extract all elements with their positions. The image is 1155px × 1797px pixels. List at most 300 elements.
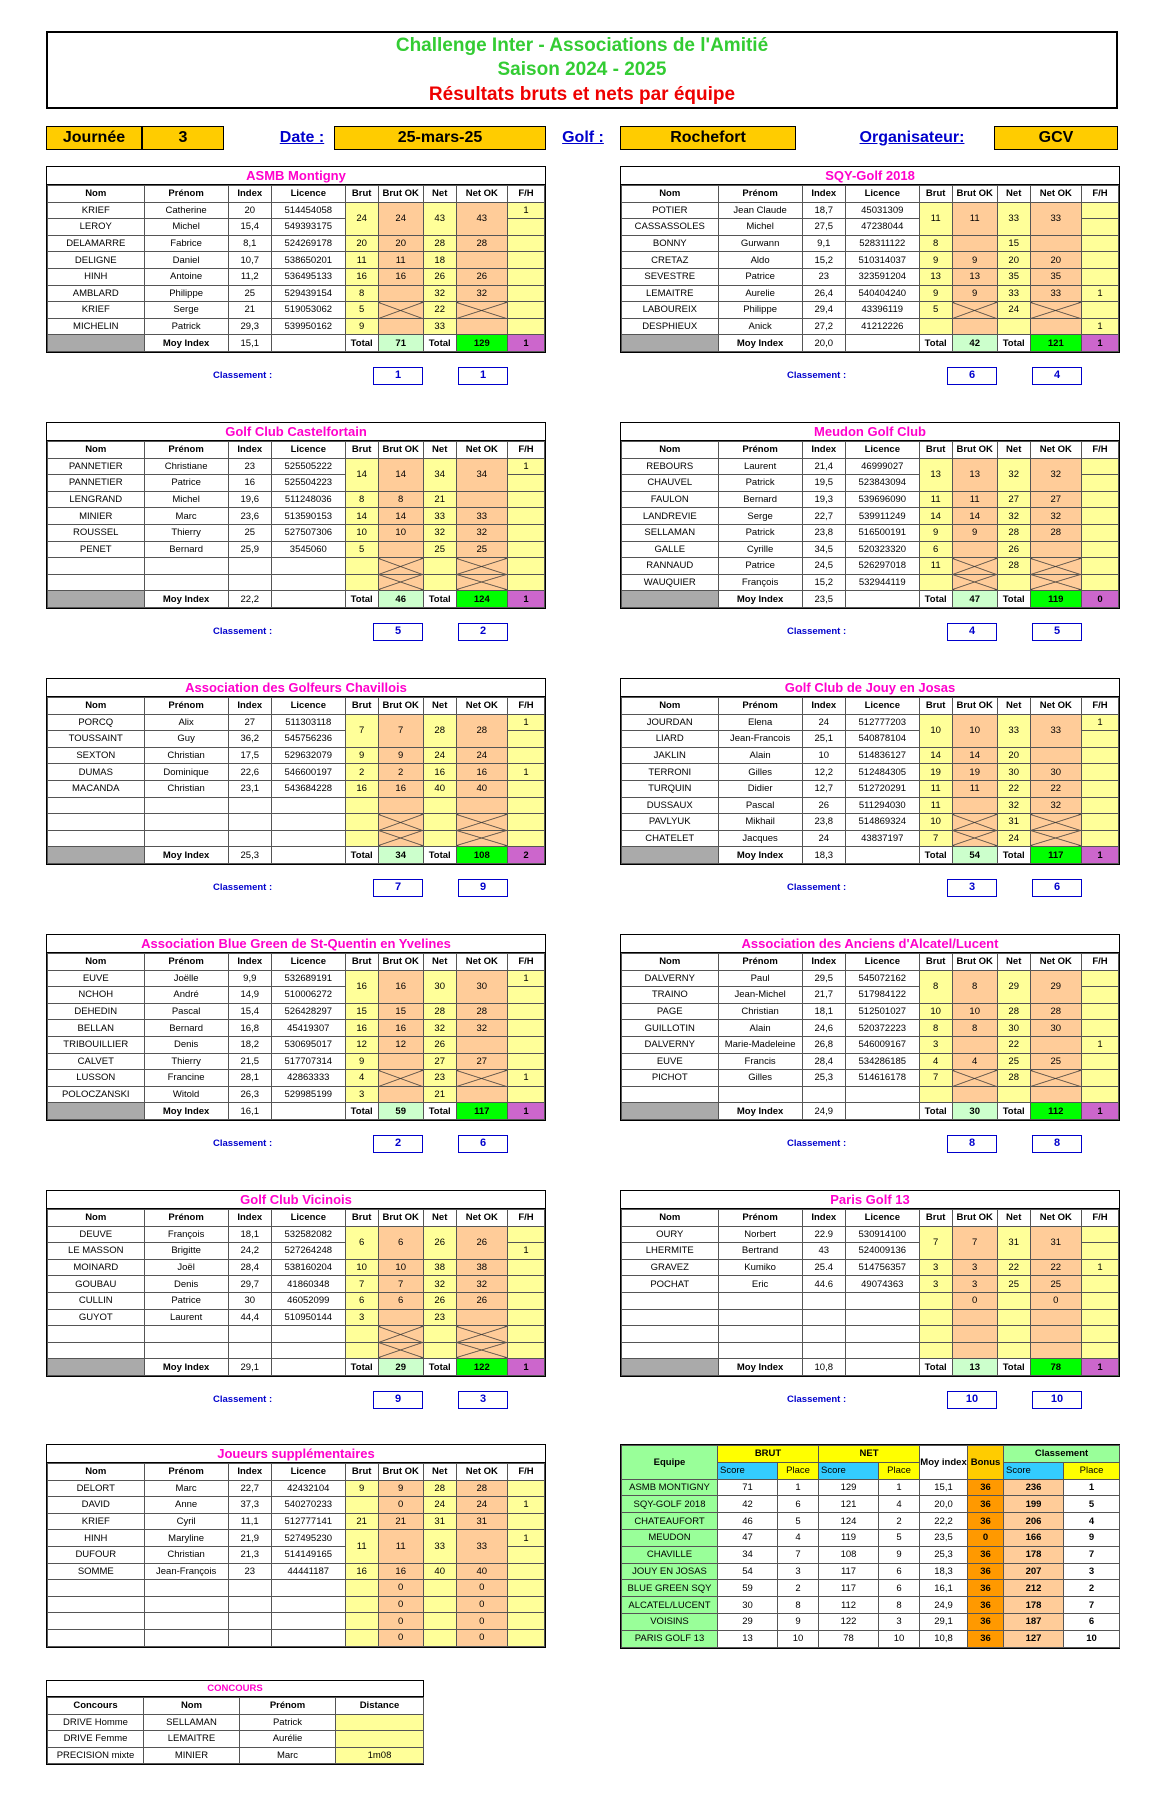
net-ok <box>456 797 507 814</box>
brut-ok-crossed <box>952 302 997 319</box>
player-licence: 539911249 <box>845 508 919 525</box>
rank-net: 8 <box>1032 1135 1082 1153</box>
player-prenom: Pascal <box>718 797 802 814</box>
fh-flag <box>1081 1070 1118 1087</box>
brut-score: 24 <box>345 202 378 235</box>
fh-flag <box>507 1086 544 1103</box>
column-header: Licence <box>845 442 919 459</box>
summary-brut-score: 34 <box>718 1546 778 1563</box>
player-row <box>48 1580 545 1597</box>
summary-h-moy: Moy index <box>920 1446 968 1480</box>
player-prenom: Gilles <box>718 764 802 781</box>
player-index: 28,4 <box>802 1053 845 1070</box>
team-table <box>46 166 546 353</box>
brut-ok <box>952 541 997 558</box>
player-row <box>48 1276 545 1293</box>
player-row <box>48 285 545 302</box>
net-ok: 27 <box>456 1053 507 1070</box>
rank-brut: 8 <box>947 1135 997 1153</box>
player-index: 23 <box>228 1563 271 1580</box>
classement-row <box>787 879 1087 897</box>
net-score <box>423 814 456 831</box>
fh-flag: 1 <box>1081 318 1118 335</box>
player-row <box>622 714 1119 731</box>
player-row <box>48 524 545 541</box>
brut-ok-crossed <box>378 1326 423 1343</box>
total-label: Total <box>423 591 456 608</box>
brut-score: 11 <box>919 491 952 508</box>
net-score: 18 <box>423 252 456 269</box>
player-nom <box>48 1326 145 1343</box>
player-row <box>48 268 545 285</box>
player-prenom: Laurent <box>144 1309 228 1326</box>
player-licence: 539950162 <box>271 318 345 335</box>
brut-ok: 16 <box>378 970 423 1003</box>
column-header: Brut OK <box>952 1210 997 1227</box>
column-header: Index <box>802 954 845 971</box>
player-index: 44.6 <box>802 1276 845 1293</box>
brut-score: 14 <box>919 747 952 764</box>
brut-score: 9 <box>919 524 952 541</box>
brut-score: 3 <box>919 1259 952 1276</box>
extra-players-table <box>46 1444 546 1648</box>
brut-score <box>345 814 378 831</box>
player-row <box>622 491 1119 508</box>
classement-label: Classement : <box>213 882 273 893</box>
player-nom <box>622 1309 719 1326</box>
totals-blank <box>48 847 145 864</box>
net-ok: 0 <box>456 1629 507 1646</box>
player-nom: DAVID <box>48 1497 145 1514</box>
brut-total: 42 <box>952 335 997 352</box>
column-header: Brut OK <box>378 1210 423 1227</box>
fh-flag <box>507 475 544 492</box>
summary-h-place: Place <box>1064 1462 1120 1479</box>
net-score <box>423 1613 456 1630</box>
journee-label: Journée <box>46 126 142 150</box>
summary-equipe: ASMB MONTIGNY <box>622 1479 718 1496</box>
column-header: Net <box>423 1210 456 1227</box>
fh-flag <box>507 1480 544 1497</box>
fh-flag: 1 <box>507 1530 544 1547</box>
fh-flag <box>507 541 544 558</box>
player-prenom: Jean-Francois <box>718 731 802 748</box>
player-index: 26,3 <box>228 1086 271 1103</box>
column-header: F/H <box>507 1210 544 1227</box>
player-nom: POLOCZANSKI <box>48 1086 145 1103</box>
player-licence: 43396119 <box>845 302 919 319</box>
net-ok <box>1030 747 1081 764</box>
player-row <box>622 574 1119 591</box>
brut-score: 14 <box>919 508 952 525</box>
total-label: Total <box>997 847 1030 864</box>
fh-flag <box>507 747 544 764</box>
net-total: 119 <box>1030 591 1081 608</box>
total-label: Total <box>919 847 952 864</box>
player-prenom: André <box>144 987 228 1004</box>
fh-total: 1 <box>507 591 544 608</box>
player-licence <box>271 558 345 575</box>
team-name: Association Blue Green de St-Quentin en Yvelines <box>47 935 545 953</box>
team-name: Golf Club Vicinois <box>47 1191 545 1209</box>
brut-ok: 13 <box>952 268 997 285</box>
fh-flag <box>507 1563 544 1580</box>
summary-h-score: Score <box>1004 1462 1064 1479</box>
brut-ok <box>378 318 423 335</box>
totals-blank <box>271 591 345 608</box>
concours-distance: 1m08 <box>336 1747 424 1764</box>
brut-ok: 0 <box>378 1613 423 1630</box>
fh-flag <box>1081 252 1118 269</box>
brut-ok: 8 <box>378 491 423 508</box>
summary-equipe: VOISINS <box>622 1613 718 1630</box>
total-label: Total <box>997 335 1030 352</box>
player-licence: 538160204 <box>271 1259 345 1276</box>
player-licence: 42432104 <box>271 1480 345 1497</box>
player-index: 25.4 <box>802 1259 845 1276</box>
player-row <box>48 764 545 781</box>
concours-prenom: Patrick <box>240 1714 336 1731</box>
brut-score: 7 <box>919 1070 952 1087</box>
player-prenom: Patrice <box>144 475 228 492</box>
player-row <box>48 1003 545 1020</box>
summary-class-score: 187 <box>1004 1613 1064 1630</box>
moy-index-label: Moy Index <box>144 1359 228 1376</box>
player-row <box>48 1070 545 1087</box>
fh-flag <box>1081 830 1118 847</box>
column-header: Licence <box>845 954 919 971</box>
player-index: 11,2 <box>228 268 271 285</box>
summary-class-score: 199 <box>1004 1496 1064 1513</box>
column-header: Net OK <box>1030 1210 1081 1227</box>
brut-ok: 10 <box>378 1259 423 1276</box>
player-row <box>48 508 545 525</box>
column-header: Brut <box>345 954 378 971</box>
player-licence: 512484305 <box>845 764 919 781</box>
brut-ok <box>952 1036 997 1053</box>
brut-ok: 14 <box>952 747 997 764</box>
player-row <box>622 1259 1119 1276</box>
player-prenom: Gilles <box>718 1070 802 1087</box>
summary-net-place: 2 <box>879 1513 920 1530</box>
net-score: 20 <box>997 252 1030 269</box>
net-total: 124 <box>456 591 507 608</box>
brut-ok <box>952 1309 997 1326</box>
player-index: 8,1 <box>228 235 271 252</box>
net-score: 25 <box>423 541 456 558</box>
player-licence: 538650201 <box>271 252 345 269</box>
player-licence: 45419307 <box>271 1020 345 1037</box>
fh-flag: 1 <box>1081 1259 1118 1276</box>
player-index <box>802 1342 845 1359</box>
player-licence <box>271 1326 345 1343</box>
player-row <box>622 318 1119 335</box>
summary-class-score: 236 <box>1004 1479 1064 1496</box>
player-licence <box>271 1580 345 1597</box>
player-nom: JAKLIN <box>622 747 719 764</box>
brut-score: 14 <box>345 458 378 491</box>
player-index: 21,5 <box>228 1053 271 1070</box>
column-header: Licence <box>845 698 919 715</box>
totals-blank <box>845 847 919 864</box>
player-nom: PAGE <box>622 1003 719 1020</box>
brut-score: 20 <box>345 235 378 252</box>
player-nom: TOUSSAINT <box>48 731 145 748</box>
player-row <box>48 541 545 558</box>
brut-score: 5 <box>345 541 378 558</box>
player-nom: MACANDA <box>48 780 145 797</box>
player-nom: LEMAITRE <box>622 285 719 302</box>
player-licence: 511303118 <box>271 714 345 731</box>
moy-index-value: 18,3 <box>802 847 845 864</box>
player-licence <box>845 1086 919 1103</box>
player-nom <box>622 1292 719 1309</box>
player-prenom: Maryline <box>144 1530 228 1547</box>
totals-blank <box>271 1359 345 1376</box>
summary-class-score: 212 <box>1004 1580 1064 1597</box>
net-ok: 24 <box>456 1497 507 1514</box>
total-label: Total <box>423 1103 456 1120</box>
brut-ok: 14 <box>378 458 423 491</box>
fh-flag <box>1081 1226 1118 1243</box>
player-nom: REBOURS <box>622 458 719 475</box>
player-licence: 46999027 <box>845 458 919 475</box>
net-ok: 33 <box>1030 202 1081 235</box>
net-ok: 31 <box>1030 1226 1081 1259</box>
player-prenom: Anick <box>718 318 802 335</box>
player-licence: 529985199 <box>271 1086 345 1103</box>
column-header: Nom <box>622 1210 719 1227</box>
net-ok: 32 <box>456 1276 507 1293</box>
brut-score: 19 <box>919 764 952 781</box>
summary-brut-place: 4 <box>778 1529 819 1546</box>
net-total: 122 <box>456 1359 507 1376</box>
fh-flag <box>507 1259 544 1276</box>
player-row <box>622 1036 1119 1053</box>
player-nom: ROUSSEL <box>48 524 145 541</box>
player-index: 25 <box>228 524 271 541</box>
rank-net: 3 <box>458 1391 508 1409</box>
brut-score: 8 <box>919 1020 952 1037</box>
summary-h-equipe: Equipe <box>622 1446 718 1480</box>
brut-ok-crossed <box>952 558 997 575</box>
brut-score: 11 <box>919 780 952 797</box>
player-licence: 534286185 <box>845 1053 919 1070</box>
player-index <box>228 574 271 591</box>
player-prenom: Dominique <box>144 764 228 781</box>
player-row <box>622 268 1119 285</box>
net-ok <box>1030 541 1081 558</box>
player-row <box>48 1226 545 1243</box>
brut-ok: 6 <box>378 1292 423 1309</box>
brut-ok: 11 <box>952 780 997 797</box>
column-header: Index <box>228 954 271 971</box>
brut-score <box>919 1086 952 1103</box>
player-row <box>622 1070 1119 1087</box>
player-prenom <box>144 1342 228 1359</box>
player-row <box>48 252 545 269</box>
net-ok <box>456 1309 507 1326</box>
brut-ok: 7 <box>952 1226 997 1259</box>
player-licence: 512777203 <box>845 714 919 731</box>
net-total: 78 <box>1030 1359 1081 1376</box>
brut-score <box>345 1497 378 1514</box>
net-score <box>997 1309 1030 1326</box>
player-index: 19,3 <box>802 491 845 508</box>
player-nom: DELAMARRE <box>48 235 145 252</box>
net-ok <box>1030 318 1081 335</box>
player-nom <box>48 1580 145 1597</box>
brut-ok-crossed <box>378 830 423 847</box>
brut-ok <box>378 797 423 814</box>
net-ok <box>1030 1086 1081 1103</box>
summary-moy-index: 16,1 <box>920 1580 968 1597</box>
player-nom: LENGRAND <box>48 491 145 508</box>
player-row <box>622 235 1119 252</box>
column-header: Prénom <box>144 1464 228 1481</box>
column-header: Net <box>997 186 1030 203</box>
player-nom: POTIER <box>622 202 719 219</box>
fh-flag <box>1081 235 1118 252</box>
net-score: 26 <box>423 1226 456 1259</box>
summary-moy-index: 15,1 <box>920 1479 968 1496</box>
brut-ok: 11 <box>378 252 423 269</box>
net-ok: 24 <box>456 747 507 764</box>
player-index <box>228 1629 271 1646</box>
brut-ok: 8 <box>952 1020 997 1037</box>
net-score <box>423 797 456 814</box>
fh-flag: 1 <box>507 970 544 987</box>
fh-flag <box>507 797 544 814</box>
net-score: 28 <box>997 524 1030 541</box>
fh-flag: 1 <box>1081 714 1118 731</box>
column-header: Prénom <box>144 1210 228 1227</box>
player-row <box>48 747 545 764</box>
player-row <box>48 235 545 252</box>
player-licence: 524269178 <box>271 235 345 252</box>
player-row <box>48 1086 545 1103</box>
fh-flag <box>507 252 544 269</box>
fh-flag <box>507 1053 544 1070</box>
player-nom: DUSSAUX <box>622 797 719 814</box>
player-index: 9,1 <box>802 235 845 252</box>
brut-score: 12 <box>345 1036 378 1053</box>
fh-flag <box>1081 1243 1118 1260</box>
player-index: 12,2 <box>802 764 845 781</box>
brut-ok: 9 <box>952 285 997 302</box>
player-licence: 46052099 <box>271 1292 345 1309</box>
rank-brut: 6 <box>947 367 997 385</box>
summary-class-place: 3 <box>1064 1563 1120 1580</box>
column-header: Brut OK <box>952 186 997 203</box>
net-ok <box>1030 1326 1081 1343</box>
player-licence: 514756357 <box>845 1259 919 1276</box>
net-score: 27 <box>423 1053 456 1070</box>
player-index: 24 <box>802 714 845 731</box>
player-index: 21,3 <box>228 1546 271 1563</box>
brut-score: 5 <box>345 302 378 319</box>
totals-blank <box>48 1359 145 1376</box>
net-score <box>997 1086 1030 1103</box>
brut-ok: 20 <box>378 235 423 252</box>
brut-score <box>919 574 952 591</box>
net-ok: 32 <box>456 1020 507 1037</box>
fh-flag <box>507 524 544 541</box>
brut-ok <box>378 285 423 302</box>
brut-ok: 9 <box>952 252 997 269</box>
fh-flag <box>1081 1086 1118 1103</box>
player-nom: GOUBAU <box>48 1276 145 1293</box>
fh-total: 1 <box>507 1103 544 1120</box>
brut-ok: 13 <box>952 458 997 491</box>
player-prenom: Norbert <box>718 1226 802 1243</box>
concours-distance <box>336 1714 424 1731</box>
net-ok: 32 <box>1030 797 1081 814</box>
fh-flag <box>1081 764 1118 781</box>
player-row <box>622 1292 1119 1309</box>
player-nom: GUILLOTIN <box>622 1020 719 1037</box>
brut-score: 7 <box>345 1276 378 1293</box>
column-header: Licence <box>271 1210 345 1227</box>
player-nom: PENET <box>48 541 145 558</box>
player-prenom: Christian <box>144 1546 228 1563</box>
player-licence: 45031309 <box>845 202 919 219</box>
player-index <box>228 1613 271 1630</box>
player-row <box>622 764 1119 781</box>
net-score: 30 <box>997 764 1030 781</box>
summary-brut-place: 6 <box>778 1496 819 1513</box>
player-licence: 520323320 <box>845 541 919 558</box>
net-score: 32 <box>423 1276 456 1293</box>
column-header: Brut OK <box>952 954 997 971</box>
brut-ok: 9 <box>952 524 997 541</box>
net-ok <box>1030 1309 1081 1326</box>
player-index: 18,1 <box>802 1003 845 1020</box>
player-nom: AMBLARD <box>48 285 145 302</box>
summary-brut-score: 54 <box>718 1563 778 1580</box>
net-ok: 26 <box>456 1226 507 1259</box>
fh-total: 1 <box>507 335 544 352</box>
summary-moy-index: 20,0 <box>920 1496 968 1513</box>
player-index <box>802 1326 845 1343</box>
player-licence: 532582082 <box>271 1226 345 1243</box>
column-header: Nom <box>48 698 145 715</box>
net-ok: 43 <box>456 202 507 235</box>
summary-brut-score: 29 <box>718 1613 778 1630</box>
player-index: 12,7 <box>802 780 845 797</box>
net-ok: 35 <box>1030 268 1081 285</box>
column-header: Index <box>802 442 845 459</box>
brut-ok: 9 <box>378 747 423 764</box>
player-prenom: Patrice <box>718 268 802 285</box>
player-prenom: Pascal <box>144 1003 228 1020</box>
rank-brut: 7 <box>373 879 423 897</box>
summary-bonus: 36 <box>968 1563 1004 1580</box>
summary-bonus: 36 <box>968 1546 1004 1563</box>
net-score: 32 <box>997 508 1030 525</box>
player-index: 15,4 <box>228 219 271 236</box>
player-prenom: Jean Claude <box>718 202 802 219</box>
net-ok <box>1030 1342 1081 1359</box>
player-index: 37,3 <box>228 1497 271 1514</box>
summary-net-score: 122 <box>819 1613 879 1630</box>
player-prenom: Eric <box>718 1276 802 1293</box>
fh-total: 0 <box>1081 591 1118 608</box>
summary-class-place: 5 <box>1064 1496 1120 1513</box>
fh-flag: 1 <box>507 1243 544 1260</box>
player-prenom: Michel <box>718 219 802 236</box>
column-header: Prénom <box>718 954 802 971</box>
